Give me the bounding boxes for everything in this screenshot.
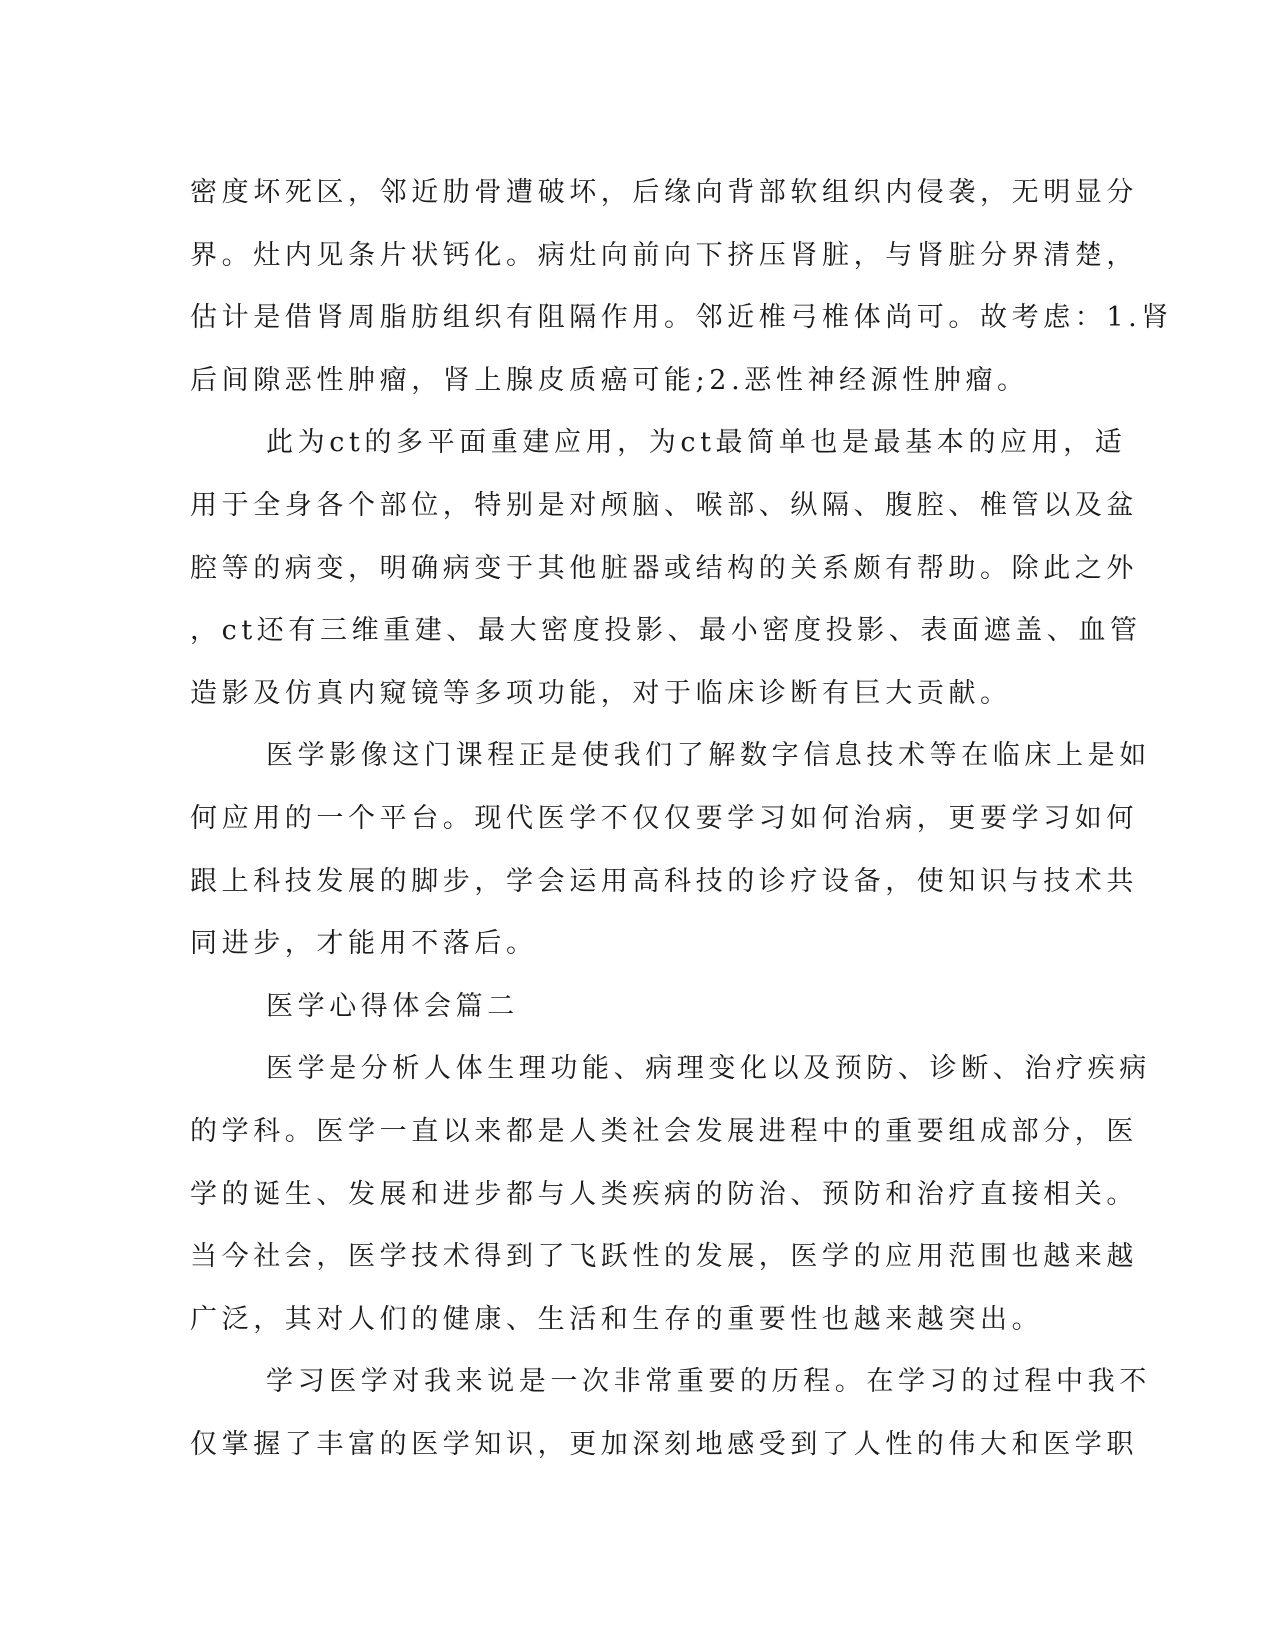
paragraph-first-line: 学习医学对我来说是一次非常重要的历程。在学习的过程中我不 (266, 1366, 1151, 1398)
document-body (190, 162, 1173, 1476)
text-line: 腔等的病变，明确病变于其他脏器或结构的关系颇有帮助。除此之外 (190, 552, 1138, 584)
text-line: 估计是借肾周脂肪组织有阻隔作用。邻近椎弓椎体尚可。故考虑：1.肾 (190, 302, 1173, 334)
text-line: 何应用的一个平台。现代医学不仅仅要学习如何治病，更要学习如何 (190, 802, 1138, 834)
text-line: 广泛，其对人们的健康、生活和生存的重要性也越来越突出。 (190, 1303, 1044, 1335)
paragraph-first-line: 医学影像这门课程正是使我们了解数字信息技术等在临床上是如 (266, 740, 1151, 772)
text-line: 仅掌握了丰富的医学知识，更加深刻地感受到了人性的伟大和医学职 (190, 1428, 1138, 1460)
text-line: 界。灶内见条片状钙化。病灶向前向下挤压肾脏，与肾脏分界清楚， (190, 239, 1138, 271)
text-line: 密度坏死区，邻近肋骨遭破坏，后缘向背部软组织内侵袭，无明显分 (190, 177, 1138, 208)
text-line: 后间隙恶性肿瘤，肾上腺皮质癌可能;2.恶性神经源性肿瘤。 (190, 364, 1029, 396)
paragraph-first-line: 此为ct的多平面重建应用，为ct最简单也是最基本的应用，适 (266, 427, 1127, 459)
text-line: 当今社会，医学技术得到了飞跃性的发展，医学的应用范围也越来越 (190, 1241, 1138, 1273)
text-line: 跟上科技发展的脚步，学会运用高科技的诊疗设备，使知识与技术共 (190, 865, 1138, 897)
text-line: 的学科。医学一直以来都是人类社会发展进程中的重要组成部分，医 (190, 1115, 1138, 1147)
text-line: 同进步，才能用不落后。 (190, 928, 538, 960)
text-line: ，ct还有三维重建、最大密度投影、最小密度投影、表面遮盖、血管 (190, 615, 1142, 647)
section-heading: 医学心得体会篇二 (266, 990, 519, 1022)
paragraph-first-line: 医学是分析人体生理功能、病理变化以及预防、诊断、治疗疾病 (266, 1053, 1151, 1085)
text-line: 学的诞生、发展和进步都与人类疾病的防治、预防和治疗直接相关。 (190, 1178, 1138, 1210)
text-line: 用于全身各个部位，特别是对颅脑、喉部、纵隔、腹腔、椎管以及盆 (190, 489, 1138, 521)
text-line: 造影及仿真内窥镜等多项功能，对于临床诊断有巨大贡献。 (190, 677, 1012, 709)
